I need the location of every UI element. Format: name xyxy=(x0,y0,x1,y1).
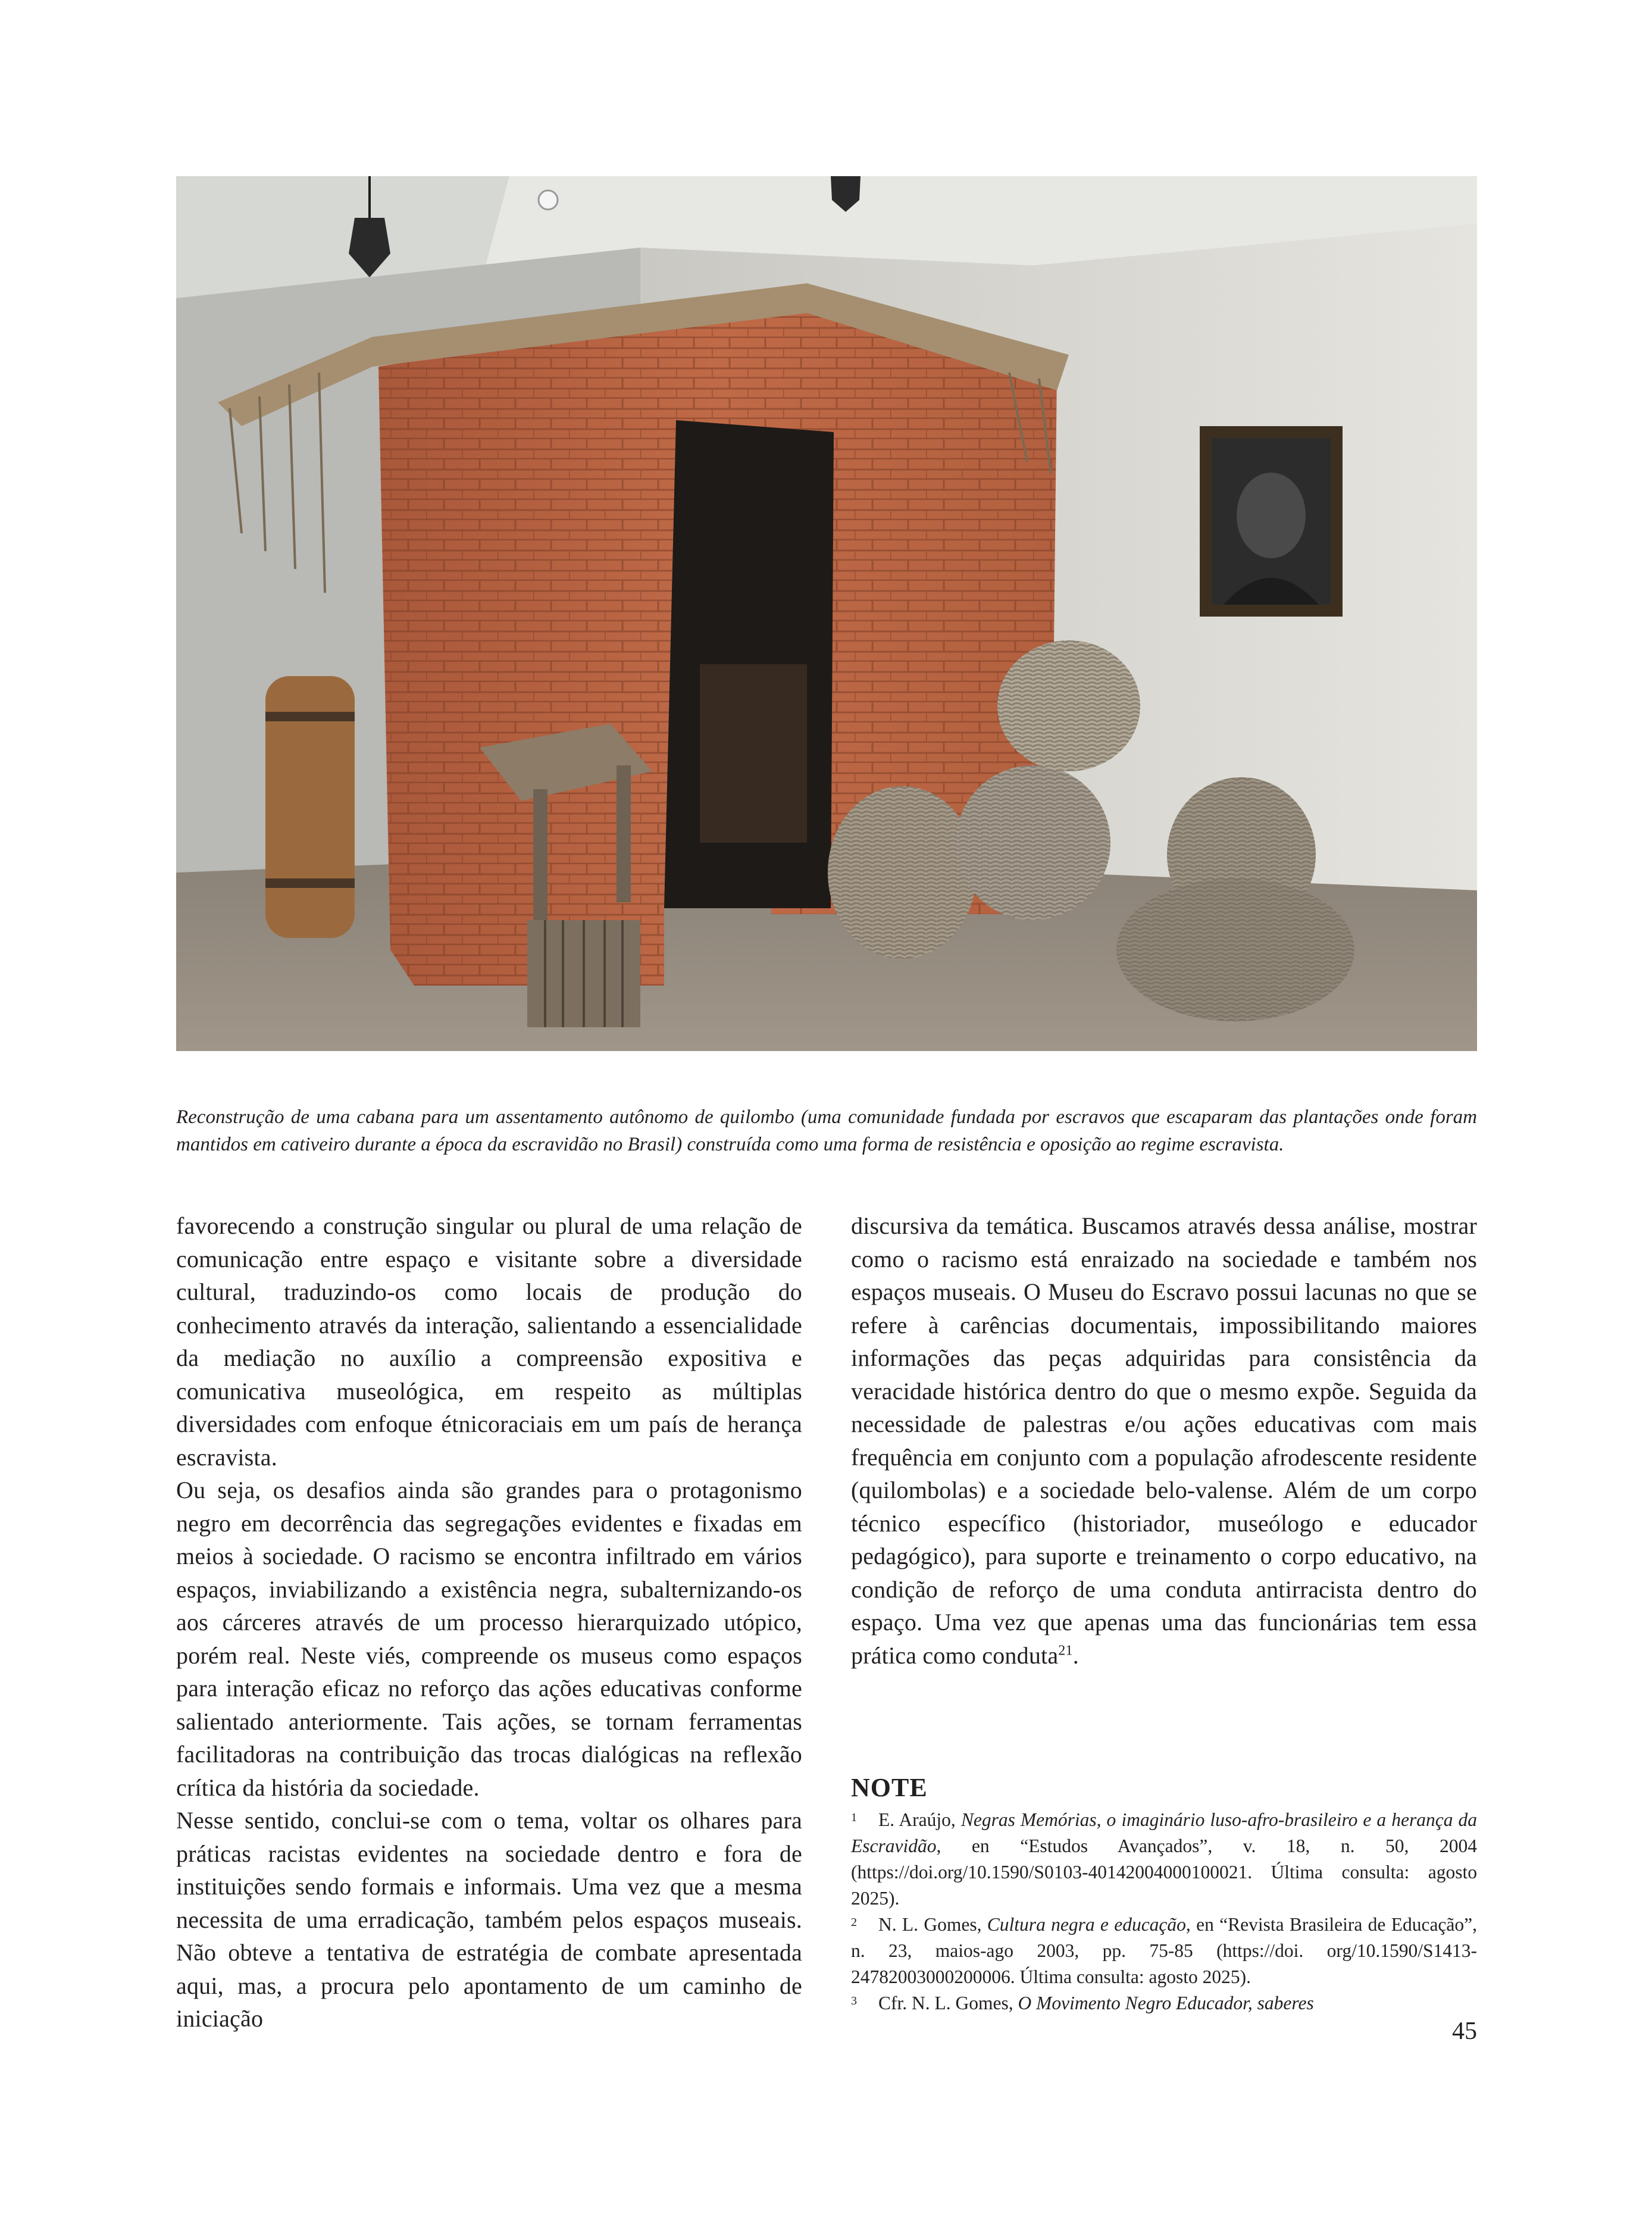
footnote xyxy=(851,1990,1477,2016)
footnote-reference: 21 xyxy=(1058,1643,1073,1659)
photo-illustration xyxy=(176,176,1477,1051)
footnote xyxy=(851,1912,1477,1990)
footnote xyxy=(851,1807,1477,1912)
footnote-text: N. L. Gomes, xyxy=(878,1914,987,1935)
footnote-title: O Movimento Negro Educador, saberes xyxy=(1018,1993,1314,2013)
footnote-title: Cultura negra e educação xyxy=(987,1914,1186,1935)
page-number: 45 xyxy=(1452,2018,1477,2045)
body-paragraph xyxy=(851,1209,1477,1672)
body-paragraph: Ou seja, os desafios ainda são grandes para o protagonismo negro em decorrência das segregações evidentes e fixadas em meios à sociedade. O racismo se encontra infiltrado em vários espaços, inviabilizando a existência negra, subalternizando-os aos cárceres através de um processo hierarquizado utópico, porém real. Neste viés, compreende os museus como espaços para interação eficaz no reforço das ações educativas conforme salientado anteriormente. Tais ações, se tornam ferramentas facilitadoras na contribuição das trocas dialógicas na reflexão crítica da história da sociedade. xyxy=(176,1477,802,1801)
footnote-text: E. Araújo, xyxy=(878,1809,961,1830)
footnote-text: , en “Revista Brasileira de Educação”, n. 23, maios-ago 2003, pp. 75-85 (https://doi. org/10.1590/S1413- 24782003000200006. Última consulta: agosto 2025). xyxy=(851,1914,1478,1987)
body-paragraph: Nesse sentido, conclui-se com o tema, voltar os olhares para práticas racistas evidentes na sociedade dentro e fora de instituições sendo formais e informais. Uma vez que a mesma necessita de uma erradicação, também pelos espaços museais. Não obteve a tentativa de estratégia de combate apresentada aqui, mas, a procura pelo apontamento de um caminho de iniciação xyxy=(176,1807,802,2032)
body-column-left xyxy=(176,1209,802,2035)
footnote-text: , en “Estudos Avançados”, v. 18, n. 50, 2004 (https://doi.org/10.1590/S0103-40142004000100021. Última consulta: agosto 2025). xyxy=(851,1835,1477,1909)
body-paragraph: favorecendo a construção singular ou plural de uma relação de comunicação entre espaço e visitante sobre a diversidade cultural, traduzindo-os como locais de produção do conhecimento através da interação, salientando a essencialidade da mediação no auxílio a compreensão expositiva e comunicativa museológica, em respeito as múltiplas diversidades com enfoque étnicoraciais em um país de herança escravista. xyxy=(176,1212,802,1471)
body-text-end: . xyxy=(1072,1641,1079,1669)
footnote-number: 2 xyxy=(851,1916,857,1929)
notes-section xyxy=(851,1772,1477,2016)
body-text: discursiva da temática. Buscamos através dessa análise, mostrar como o racismo está enraizado na sociedade e também nos espaços museais. O Museu do Escravo possui lacunas no que se refere à carências documentais, impossibilitando maiores informações das peças adquiridas para consistência da veracidade histórica dentro do que o mesmo expõe. Seguida da necessidade de palestras e/ou ações educativas com mais frequência em conjunto com a população afrodescente residente (quilombolas) e a sociedade belo-valense. Além de um corpo técnico específico (historiador, museólogo e educador pedagógico), para suporte e treinamento o corpo educativo, na condição de reforço de uma conduta antirracista dentro do espaço. Uma vez que apenas uma das funcionárias tem essa prática como conduta xyxy=(851,1212,1477,1669)
footnote-number: 3 xyxy=(851,1994,857,2007)
notes-heading: NOTE xyxy=(851,1773,928,1802)
footnote-title: Negras Memórias, o imaginário luso-afro-brasileiro e a herança da Escravidão xyxy=(851,1809,1477,1856)
footnote-number: 1 xyxy=(851,1811,857,1824)
footnote-text: Cfr. N. L. Gomes, xyxy=(878,1993,1018,2013)
figure-caption: Reconstrução de uma cabana para um assentamento autônomo de quilombo (uma comunidade fundada por escravos que escaparam das plantações onde foram mantidos em cativeiro durante a época da escravidão no Brasil) construída como uma forma de resistência e oposição ao regime escravista. xyxy=(176,1106,1477,1155)
body-column-right xyxy=(851,1209,1477,1672)
hut-photograph xyxy=(176,176,1477,1051)
